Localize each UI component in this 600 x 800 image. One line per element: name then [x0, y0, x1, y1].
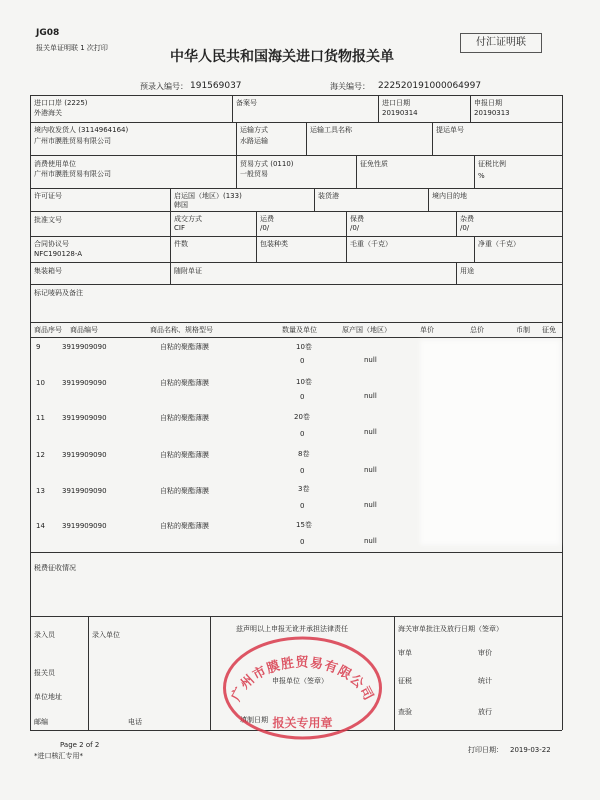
goods-qty-2: 0: [300, 430, 305, 438]
declare-date-label: 申报日期: [474, 99, 502, 107]
special-use-note: *进口核汇专用*: [34, 752, 83, 760]
customs-approval-label: 海关审单批注及放行日期（签章）: [398, 625, 503, 633]
gross-label: 毛重（千克）: [350, 240, 392, 248]
transport-mode-label: 运输方式: [240, 126, 268, 134]
goods-qty-2: 0: [300, 393, 305, 401]
goods-seq: 9: [36, 343, 41, 351]
entry-person-label: 录入员: [34, 631, 55, 639]
goods-code: 3919909090: [62, 343, 107, 351]
destination-label: 境内目的地: [432, 192, 467, 200]
goods-code: 3919909090: [62, 522, 107, 530]
goods-header-exempt: 征免: [542, 326, 556, 334]
trade-mode-value: 一般贸易: [240, 170, 268, 178]
goods-qty-2: 0: [300, 538, 305, 546]
goods-origin: null: [364, 428, 377, 436]
print-date-label: 打印日期：: [468, 746, 503, 754]
tax-levy-label: 征税: [398, 677, 412, 685]
postal-label: 邮编: [34, 718, 48, 726]
consumer-value: 广州市膜胜贸易有限公司: [34, 170, 111, 178]
origin-country-value: 韩国: [174, 201, 188, 209]
print-date-value: 2019-03-22: [510, 746, 551, 754]
import-date-label: 进口日期: [382, 99, 410, 107]
goods-header-origin: 原产国（地区）: [342, 326, 391, 334]
form-tag: 付汇证明联: [460, 33, 542, 53]
obscured-price-area: [420, 340, 560, 545]
marks-label: 标记唛码及备注: [34, 289, 83, 297]
goods-origin: null: [364, 537, 377, 545]
record-no-label: 备案号: [236, 99, 257, 107]
origin-country-label: 启运国（地区）(133): [174, 192, 242, 200]
insurance-value: /0/: [350, 224, 360, 232]
goods-seq: 13: [36, 487, 45, 495]
net-label: 净重（千克）: [478, 240, 520, 248]
entry-unit-label: 录入单位: [92, 631, 120, 639]
price-check-label: 审价: [478, 649, 492, 657]
deal-mode-value: CIF: [174, 224, 185, 232]
svg-text:广州市膜胜贸易有限公司: [228, 655, 377, 704]
loading-port-label: 装货港: [318, 192, 339, 200]
inspect-label: 查验: [398, 708, 412, 716]
goods-code: 3919909090: [62, 414, 107, 422]
goods-qty: 10卷: [296, 378, 312, 386]
consignee-value: 广州市膜胜贸易有限公司: [34, 137, 111, 145]
transport-tool-label: 运输工具名称: [310, 126, 352, 134]
usage-label: 用途: [460, 267, 474, 275]
goods-qty: 15卷: [296, 521, 312, 529]
goods-qty-2: 0: [300, 357, 305, 365]
tax-ratio-value: %: [478, 172, 485, 180]
goods-origin: null: [364, 466, 377, 474]
declarant-label: 报关员: [34, 669, 55, 677]
unit-address-label: 单位地址: [34, 693, 62, 701]
declare-unit-label: 申报单位（签章）: [272, 677, 328, 685]
release-label: 放行: [478, 708, 492, 716]
package-label: 包装种类: [260, 240, 288, 248]
statistics-label: 统计: [478, 677, 492, 685]
import-port-label: 进口口岸 (2225): [34, 99, 88, 107]
goods-code: 3919909090: [62, 451, 107, 459]
goods-origin: null: [364, 501, 377, 509]
goods-seq: 12: [36, 451, 45, 459]
goods-name: 自粘的聚酯薄膜: [160, 379, 209, 387]
goods-header-seq: 商品序号: [34, 326, 62, 334]
goods-name: 自粘的聚酯薄膜: [160, 487, 209, 495]
goods-seq: 14: [36, 522, 45, 530]
company-seal: [220, 633, 385, 743]
freight-value: /0/: [260, 224, 270, 232]
form-title: 中华人民共和国海关进口货物报关单: [170, 49, 394, 65]
misc-value: /0/: [460, 224, 470, 232]
trade-mode-label: 贸易方式 (0110): [240, 160, 294, 168]
tax-status-label: 税费征收情况: [34, 564, 76, 572]
declaration-text: 兹声明以上申报无讹并承担法律责任: [236, 625, 348, 633]
exemption-label: 征免性质: [360, 160, 388, 168]
goods-qty: 8卷: [298, 450, 310, 458]
seal-bottom-text: 报关专用章: [272, 716, 333, 730]
approval-label: 批准文号: [34, 216, 62, 224]
consignee-label: 境内收发货人 (3114964164): [34, 126, 129, 134]
license-label: 许可证号: [34, 192, 62, 200]
goods-origin: null: [364, 392, 377, 400]
form-code: JG08: [36, 28, 60, 38]
bill-no-label: 提运单号: [436, 126, 464, 134]
goods-qty: 10卷: [296, 343, 312, 351]
phone-label: 电话: [128, 718, 142, 726]
goods-code: 3919909090: [62, 487, 107, 495]
goods-name: 自粘的聚酯薄膜: [160, 343, 209, 351]
freight-label: 运费: [260, 215, 274, 223]
audit-label: 审单: [398, 649, 412, 657]
customs-no-value: 222520191000064997: [378, 81, 482, 91]
import-date-value: 20190314: [382, 109, 418, 117]
contract-label: 合同协议号: [34, 240, 69, 248]
goods-qty-2: 0: [300, 502, 305, 510]
goods-origin: null: [364, 356, 377, 364]
goods-qty: 3卷: [298, 485, 310, 493]
declare-date-value: 20190313: [474, 109, 510, 117]
seal-company-text: 广州市膜胜贸易有限公司: [228, 655, 377, 704]
form-subline: 报关单证明联 1 次打印: [36, 44, 108, 52]
import-port-value: 外港海关: [34, 109, 62, 117]
transport-mode-value: 水路运输: [240, 137, 268, 145]
customs-no-label: 海关编号：: [330, 82, 370, 91]
tax-ratio-label: 征税比例: [478, 160, 506, 168]
pre-entry-value: 191569037: [190, 81, 242, 91]
container-label: 集装箱号: [34, 267, 62, 275]
misc-label: 杂费: [460, 215, 474, 223]
page-number: Page 2 of 2: [60, 741, 100, 749]
pre-entry-label: 预录入编号：: [140, 82, 188, 91]
goods-header-name: 商品名称、规格型号: [150, 326, 213, 334]
goods-name: 自粘的聚酯薄膜: [160, 414, 209, 422]
deal-mode-label: 成交方式: [174, 215, 202, 223]
contract-value: NFC190128-A: [34, 250, 83, 258]
goods-seq: 11: [36, 414, 45, 422]
goods-name: 自粘的聚酯薄膜: [160, 522, 209, 530]
goods-code: 3919909090: [62, 379, 107, 387]
fill-date-label: 填制日期: [240, 716, 268, 724]
goods-header-unitprice: 单价: [420, 326, 434, 334]
consumer-label: 消费使用单位: [34, 160, 76, 168]
goods-qty-2: 0: [300, 467, 305, 475]
pieces-label: 件数: [174, 240, 188, 248]
goods-header-currency: 币制: [516, 326, 530, 334]
insurance-label: 保费: [350, 215, 364, 223]
goods-name: 自粘的聚酯薄膜: [160, 451, 209, 459]
goods-header-qty: 数量及单位: [282, 326, 317, 334]
goods-seq: 10: [36, 379, 45, 387]
docs-label: 随附单证: [174, 267, 202, 275]
goods-header-total: 总价: [470, 326, 484, 334]
goods-qty: 20卷: [294, 413, 310, 421]
goods-header-code: 商品编号: [70, 326, 98, 334]
